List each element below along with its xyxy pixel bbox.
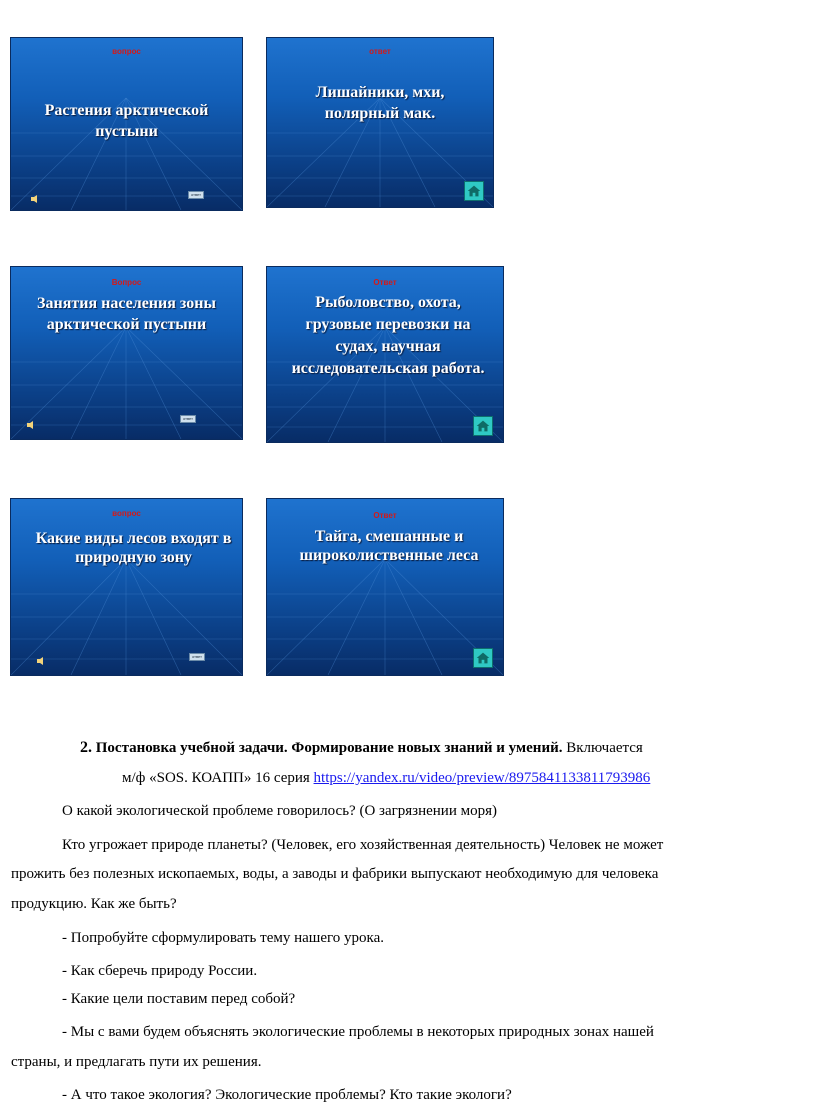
slide-question-3 — [11, 499, 242, 675]
video-reference-prefix: м/ф «SOS. КОАПП» 16 серия — [122, 770, 314, 786]
home-icon — [474, 417, 492, 435]
answer-button[interactable]: ответ — [189, 653, 205, 661]
paragraph-6-line-1: - Мы с вами будем объяснять экологические проблемы в некоторых природных зонах нашей — [62, 1024, 654, 1040]
slide-header: вопрос — [112, 47, 141, 56]
slide-header: Вопрос — [111, 278, 142, 287]
list-item: - А что такое экология? Экологические проблемы? Кто такие экологи? — [62, 1087, 512, 1103]
slide-answer-3 — [267, 499, 503, 675]
list-item: - Попробуйте сформулировать тему нашего урока. — [62, 930, 384, 946]
slide-header: вопрос — [112, 509, 141, 518]
slide-header: Ответ — [373, 511, 397, 520]
list-item: - Какие цели поставим перед собой? — [62, 991, 296, 1007]
slide-answer-1 — [267, 38, 493, 207]
section-title-tail: Включается — [562, 740, 643, 756]
slide-question-text: Какие виды лесов входят в природную зону — [35, 530, 232, 566]
slide-question-1 — [11, 38, 242, 210]
slide-answer-text: Рыболовство, охота, грузовые перевозки на судах, научная исследовательская работа. — [291, 294, 485, 377]
video-reference-line — [122, 768, 782, 788]
slide-question-text: Растения арктической пустыни — [44, 102, 209, 140]
paragraph-1: О какой экологической проблеме говорилось? (О загрязнении моря) — [62, 803, 497, 819]
section-heading — [80, 738, 780, 758]
paragraph-2-line-3: продукцию. Как же быть? — [11, 896, 177, 912]
home-button[interactable] — [464, 181, 484, 201]
slide-grid-decoration — [267, 499, 503, 675]
answer-button[interactable]: ответ — [188, 191, 204, 199]
paragraph-2-line-1: Кто угрожает природе планеты? (Человек, его хозяйственная деятельность) Человек не может — [62, 837, 664, 853]
speaker-icon[interactable] — [31, 195, 37, 203]
slide-header: ответ — [369, 47, 391, 56]
home-button[interactable] — [473, 648, 493, 668]
speaker-icon[interactable] — [37, 657, 43, 665]
paragraph-6-line-2: страны, и предлагать пути их решения. — [11, 1054, 262, 1070]
list-item: - Как сберечь природу России. — [62, 963, 258, 979]
home-icon — [465, 182, 483, 200]
answer-button[interactable]: ответ — [180, 415, 196, 423]
slide-question-text: Занятия населения зоны арктической пустыни — [37, 295, 216, 333]
video-link[interactable]: https://yandex.ru/video/preview/8975841133811793986 — [313, 770, 651, 786]
slide-header: Ответ — [373, 278, 397, 287]
slide-answer-text: Тайга, смешанные и широколиственные леса — [299, 528, 479, 564]
slide-answer-text: Лишайники, мхи, полярный мак. — [315, 84, 445, 122]
section-number: 2. — [80, 739, 92, 756]
slide-question-2 — [11, 267, 242, 439]
slide-answer-2 — [267, 267, 503, 442]
home-button[interactable] — [473, 416, 493, 436]
home-icon — [474, 649, 492, 667]
paragraph-2-line-2: прожить без полезных ископаемых, воды, а заводы и фабрики выпускают необходимую для человека — [11, 866, 659, 882]
speaker-icon[interactable] — [27, 421, 33, 429]
slide-grid-decoration — [11, 499, 242, 675]
section-title: Постановка учебной задачи. Формирование новых знаний и умений. — [95, 740, 563, 756]
